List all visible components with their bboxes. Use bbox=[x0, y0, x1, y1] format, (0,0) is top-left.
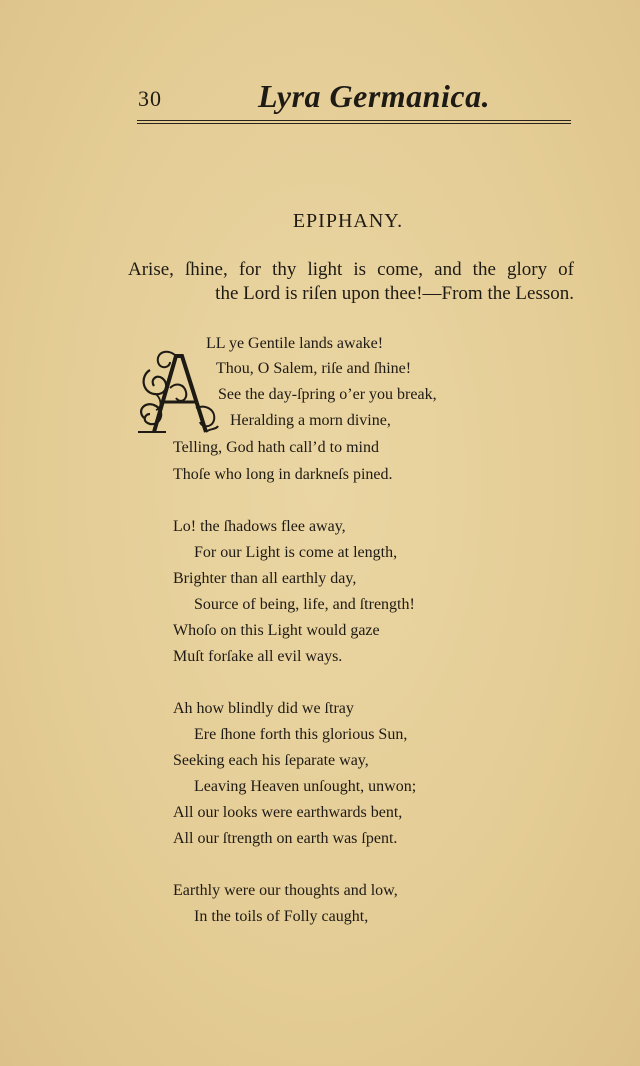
verse-line: Ere ſhone forth this glorious Sun, bbox=[194, 726, 408, 743]
verse-line: Earthly were our thoughts and low, bbox=[173, 882, 398, 899]
running-title: Lyra Germanica. bbox=[258, 78, 491, 114]
page-number: 30 bbox=[138, 86, 162, 111]
header-rule bbox=[137, 120, 571, 121]
ornamental-drop-cap bbox=[136, 348, 220, 436]
verse-line: Ah how blindly did we ſtray bbox=[173, 700, 354, 717]
verse-line: Heralding a morn divine, bbox=[230, 412, 391, 429]
verse-line: Brighter than all earthly day, bbox=[173, 570, 357, 587]
epigraph-line: the Lord is riſen upon thee!—From the Lesson. bbox=[215, 283, 574, 304]
verse-line: Muſt forſake all evil ways. bbox=[173, 648, 343, 665]
verse-line: LL ye Gentile lands awake! bbox=[206, 335, 384, 352]
verse-line: Source of being, life, and ſtrength! bbox=[194, 596, 415, 613]
epigraph-line: Arise, ſhine, for thy light is come, and the glory of bbox=[128, 259, 574, 280]
verse-line: All our looks were earthwards bent, bbox=[173, 804, 403, 821]
verse-line: See the day-ſpring o’er you break, bbox=[218, 386, 437, 403]
poem-title: EPIPHANY. bbox=[292, 210, 404, 232]
verse-line: Thoſe who long in darkneſs pined. bbox=[173, 466, 393, 483]
verse-line: All our ſtrength on earth was ſpent. bbox=[173, 830, 398, 847]
verse-line: Whoſo on this Light would gaze bbox=[173, 622, 380, 639]
verse-line: Lo! the ſhadows flee away, bbox=[173, 518, 346, 535]
verse-line: In the toils of Folly caught, bbox=[194, 908, 369, 925]
drop-cap-ornament-icon bbox=[136, 348, 220, 436]
verse-line: Thou, O Salem, riſe and ſhine! bbox=[216, 360, 412, 377]
epigraph bbox=[128, 258, 574, 306]
header-rule-thin bbox=[137, 123, 571, 124]
verse-line: For our Light is come at length, bbox=[194, 544, 398, 561]
verse-line: Telling, God hath call’d to mind bbox=[173, 439, 379, 456]
verse-line: Seeking each his ſeparate way, bbox=[173, 752, 369, 769]
verse-line: Leaving Heaven unſought, unwon; bbox=[194, 778, 417, 795]
